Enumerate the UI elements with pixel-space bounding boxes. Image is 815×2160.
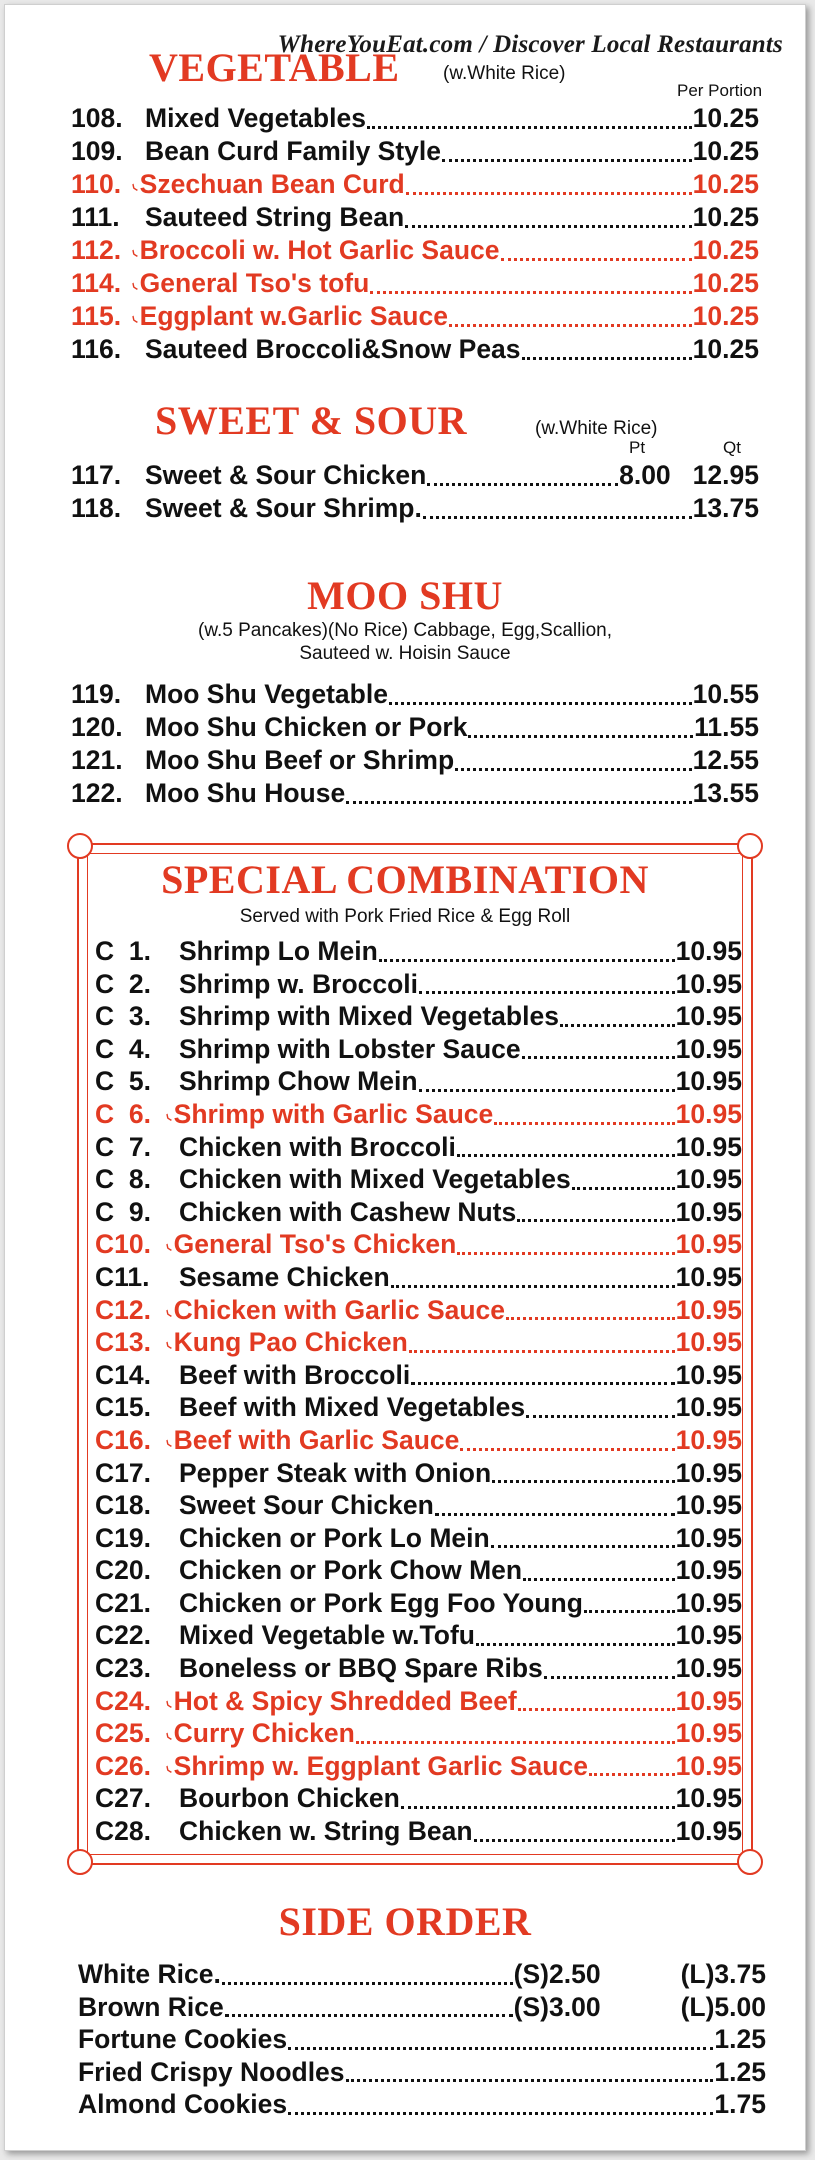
item-number: C15. — [95, 1392, 151, 1423]
item-number: 118. — [71, 493, 122, 523]
frame-corner — [737, 833, 763, 859]
item-number: 111. — [71, 202, 120, 232]
item-price: 10.95 — [675, 1294, 742, 1325]
item-number: C23. — [95, 1653, 151, 1684]
item-price: 10.95 — [675, 1131, 742, 1162]
column-label-pt: Pt — [629, 438, 646, 457]
item-price: 10.95 — [675, 936, 742, 966]
menu-item-row — [71, 493, 759, 526]
chili-pepper-icon: ‹ — [160, 1432, 176, 1454]
menu-item-row — [95, 1001, 742, 1034]
section-title: VEGETABLE — [149, 45, 400, 90]
section-note: (w.White Rice) — [443, 63, 566, 84]
item-number: C17. — [95, 1457, 151, 1488]
menu-item-row — [71, 235, 759, 268]
item-name: Moo Shu Beef or Shrimp — [145, 745, 455, 775]
dot-leader — [584, 1610, 675, 1613]
menu-item-row — [95, 1490, 742, 1523]
item-name: Brown Rice — [78, 1991, 224, 2022]
item-price: 10.25 — [692, 136, 759, 166]
item-name: Shrimp w. Eggplant Garlic Sauce — [173, 1750, 588, 1781]
item-number: C 9. — [95, 1196, 151, 1227]
item-name: Kung Pao Chicken — [173, 1327, 408, 1358]
item-name: Beef with Garlic Sauce — [173, 1424, 460, 1455]
item-name: Fortune Cookies — [78, 2024, 288, 2054]
item-name: Moo Shu Vegetable — [145, 679, 388, 709]
item-name: Chicken with Mixed Vegetables — [179, 1164, 571, 1195]
dot-leader — [476, 1643, 675, 1646]
dot-leader — [560, 1024, 675, 1027]
item-name: Sweet & Sour Chicken — [145, 460, 427, 490]
item-name: Mixed Vegetable w.Tofu — [179, 1620, 475, 1651]
menu-item-row — [95, 1588, 742, 1621]
menu-item-row — [71, 460, 759, 493]
item-price: 10.95 — [675, 1261, 742, 1292]
dot-leader — [423, 516, 692, 519]
item-name: Broccoli w. Hot Garlic Sauce — [139, 235, 500, 265]
item-number: C 4. — [95, 1033, 151, 1064]
dot-leader — [225, 2014, 513, 2017]
item-price: 10.95 — [675, 1392, 742, 1423]
dot-leader — [419, 1089, 675, 1092]
watermark: WhereYouEat.com / Discover Local Restaurants — [277, 31, 783, 58]
item-price: 10.95 — [675, 1718, 742, 1749]
special-combination-list — [5, 936, 742, 1849]
dot-leader — [449, 324, 692, 327]
item-price: 10.95 — [675, 1653, 742, 1684]
item-number: C14. — [95, 1359, 151, 1390]
menu-item-row — [95, 1392, 742, 1425]
item-number: C 7. — [95, 1131, 151, 1162]
menu-item-row — [95, 1262, 742, 1295]
item-number: C10. — [95, 1229, 151, 1260]
item-name: Fried Crispy Noodles — [78, 2056, 345, 2087]
item-price: 10.25 — [692, 235, 759, 265]
dot-leader — [544, 1676, 675, 1679]
menu-item-row — [71, 745, 759, 778]
item-price-pint: 8.00 — [619, 460, 671, 490]
menu-item-row — [95, 1816, 742, 1849]
item-price: 10.95 — [675, 1164, 742, 1195]
dot-leader — [222, 1982, 513, 1985]
menu-item-row — [78, 1992, 766, 2025]
dot-leader — [419, 991, 675, 994]
menu-item-row — [95, 1327, 742, 1360]
item-number: C 8. — [95, 1164, 151, 1195]
item-price: 10.95 — [675, 1750, 742, 1781]
item-name: Bean Curd Family Style — [145, 136, 442, 166]
item-name: Hot & Spicy Shredded Beef — [173, 1685, 517, 1716]
chili-pepper-icon: ‹ — [160, 1335, 176, 1356]
item-price: 10.95 — [675, 1359, 742, 1390]
item-price: 10.95 — [675, 1522, 742, 1553]
dot-leader — [506, 1317, 675, 1320]
item-name: General Tso's tofu — [139, 268, 370, 298]
side-order-section — [5, 1899, 805, 2122]
menu-item-row — [95, 1751, 742, 1784]
item-number: C16. — [95, 1424, 151, 1455]
vegetable-section — [5, 45, 805, 367]
menu-item-row — [71, 169, 759, 202]
menu-item-row — [78, 2057, 766, 2090]
dot-leader — [401, 1806, 675, 1809]
item-price-small: (S)3.00 — [513, 1991, 601, 2022]
frame-corner — [67, 1849, 93, 1875]
menu-item-row — [95, 1197, 742, 1230]
chili-pepper-icon: ‹ — [160, 1726, 176, 1747]
item-name: Szechuan Bean Curd — [139, 169, 405, 199]
item-number: C 6. — [95, 1098, 151, 1129]
item-name: Chicken or Pork Egg Foo Young — [179, 1587, 583, 1618]
item-price: 12.55 — [692, 745, 759, 775]
item-name: Beef with Broccoli — [179, 1359, 411, 1390]
item-number: C19. — [95, 1522, 151, 1553]
chili-pepper-icon: ‹ — [126, 176, 142, 198]
item-name: Shrimp with Mixed Vegetables — [179, 1001, 559, 1032]
item-price-quart: 13.75 — [692, 493, 759, 523]
item-price: 10.25 — [692, 202, 759, 232]
dot-leader — [406, 192, 692, 195]
dot-leader — [522, 1056, 675, 1059]
item-name: Shrimp Chow Mein — [179, 1066, 418, 1097]
item-price: 1.75 — [714, 2089, 766, 2119]
item-price: 1.25 — [714, 2056, 766, 2087]
menu-item-row — [71, 268, 759, 301]
sweet-sour-section — [5, 398, 805, 526]
item-number: 112. — [71, 235, 122, 265]
dot-leader — [288, 2047, 713, 2050]
item-number: 115. — [71, 301, 122, 331]
menu-item-row — [71, 712, 759, 745]
item-name: Shrimp with Lobster Sauce — [179, 1033, 521, 1064]
item-name: White Rice. — [78, 1959, 221, 1989]
column-label: Per Portion — [677, 81, 763, 100]
chili-pepper-icon: ‹ — [160, 1758, 176, 1780]
item-number: C18. — [95, 1490, 151, 1521]
menu-item-row — [78, 2089, 766, 2122]
menu-item-row — [95, 1132, 742, 1165]
item-name: Sweet Sour Chicken — [179, 1490, 434, 1521]
item-price: 10.95 — [675, 1229, 742, 1260]
item-number: 120. — [71, 712, 123, 742]
item-name: Chicken with Broccoli — [179, 1131, 456, 1162]
dot-leader — [457, 1154, 675, 1157]
menu-item-row — [71, 202, 759, 235]
section-note: (w.5 Pancakes)(No Rice) Cabbage, Egg,Scallion, — [198, 620, 612, 641]
dot-leader — [460, 1448, 674, 1451]
chili-pepper-icon: ‹ — [126, 308, 142, 330]
vegetable-list — [5, 103, 759, 367]
section-title: SWEET & SOUR — [155, 398, 468, 443]
item-name: Moo Shu Chicken or Pork — [145, 712, 468, 742]
item-price-large: (L)5.00 — [680, 1991, 766, 2022]
menu-item-row — [95, 969, 742, 1002]
section-note: (w.White Rice) — [535, 418, 658, 439]
item-price: 10.25 — [692, 169, 759, 199]
item-price: 10.95 — [675, 1066, 742, 1097]
menu-item-row — [95, 1458, 742, 1491]
frame-corner — [737, 1849, 763, 1875]
item-number: 108. — [71, 103, 123, 133]
menu-item-row — [71, 778, 759, 811]
dot-leader — [405, 225, 692, 228]
item-number: 116. — [71, 334, 122, 364]
dot-leader — [523, 1578, 675, 1581]
dot-leader — [518, 1708, 675, 1711]
item-name: Sauteed String Bean — [145, 202, 405, 232]
item-number: C22. — [95, 1620, 151, 1651]
item-name: Curry Chicken — [173, 1718, 355, 1749]
section-title: SIDE ORDER — [278, 1899, 532, 1944]
item-name: Moo Shu House — [145, 778, 346, 808]
menu-item-row — [95, 1783, 742, 1816]
dot-leader — [468, 735, 693, 738]
dot-leader — [442, 159, 692, 162]
item-number: 121. — [71, 745, 123, 775]
dot-leader — [370, 291, 691, 294]
item-name: Chicken with Cashew Nuts — [179, 1196, 517, 1227]
item-price: 11.55 — [694, 712, 759, 742]
chili-pepper-icon: ‹ — [160, 1302, 176, 1323]
dot-leader — [346, 2079, 714, 2082]
item-name: Sweet & Sour Shrimp. — [145, 493, 422, 523]
menu-item-row — [95, 1653, 742, 1686]
dot-leader — [494, 1122, 674, 1125]
dot-leader — [409, 1350, 675, 1353]
dot-leader — [379, 959, 675, 962]
dot-leader — [501, 258, 692, 261]
item-number: C12. — [95, 1294, 151, 1325]
item-price: 10.95 — [675, 1685, 742, 1716]
item-price: 13.55 — [692, 778, 759, 808]
section-title: SPECIAL COMBINATION — [161, 857, 649, 902]
item-price: 10.25 — [692, 268, 759, 298]
item-price: 10.25 — [692, 334, 759, 364]
menu-item-row — [71, 301, 759, 334]
item-name: Boneless or BBQ Spare Ribs — [179, 1653, 543, 1684]
menu-item-row — [95, 1229, 742, 1262]
dot-leader — [427, 483, 618, 486]
item-number: C13. — [95, 1327, 151, 1358]
item-number: 119. — [71, 679, 122, 709]
dot-leader — [411, 1382, 674, 1385]
item-price: 10.95 — [675, 1196, 742, 1227]
dot-leader — [367, 126, 692, 129]
chili-pepper-icon: ‹ — [160, 1106, 176, 1128]
item-name: Chicken w. String Bean — [179, 1816, 473, 1847]
item-name: Shrimp w. Broccoli — [179, 968, 419, 999]
sweet-sour-list — [5, 460, 759, 526]
item-number: 110. — [71, 169, 122, 199]
item-price: 10.95 — [675, 1098, 742, 1129]
dot-leader — [572, 1187, 675, 1190]
item-number: C24. — [95, 1685, 151, 1716]
menu-item-row — [95, 1034, 742, 1067]
menu-item-row — [95, 1066, 742, 1099]
chili-pepper-icon: ‹ — [126, 275, 142, 297]
chili-pepper-icon: ‹ — [160, 1237, 176, 1258]
menu-page — [4, 4, 806, 2151]
menu-item-row — [95, 1425, 742, 1458]
item-price: 1.25 — [714, 2024, 766, 2054]
special-combination-section — [5, 857, 805, 1849]
item-name: Chicken with Garlic Sauce — [173, 1294, 506, 1325]
item-name: Mixed Vegetables — [145, 103, 366, 133]
item-price-large: (L)3.75 — [680, 1959, 766, 1989]
item-name: Almond Cookies — [78, 2089, 288, 2119]
item-number: 117. — [71, 460, 122, 490]
item-number: C28. — [95, 1816, 151, 1847]
item-number: C26. — [95, 1750, 151, 1781]
item-price: 10.95 — [675, 1327, 742, 1358]
item-number: C20. — [95, 1555, 151, 1586]
dot-leader — [391, 1285, 675, 1288]
item-number: C 5. — [95, 1066, 151, 1097]
dot-leader — [455, 768, 691, 771]
item-price: 10.95 — [675, 1620, 742, 1651]
menu-item-row — [95, 1523, 742, 1556]
menu-item-row — [78, 2024, 766, 2057]
chili-pepper-icon: ‹ — [126, 242, 142, 264]
item-price: 10.95 — [675, 1490, 742, 1521]
dot-leader — [346, 801, 691, 804]
item-price: 10.55 — [692, 679, 759, 709]
dot-leader — [517, 1219, 674, 1222]
item-price: 10.95 — [675, 1424, 742, 1455]
item-price-small: (S)2.50 — [513, 1959, 601, 1989]
item-name: Eggplant w.Garlic Sauce — [139, 301, 448, 331]
section-note: Sauteed w. Hoisin Sauce — [299, 643, 511, 664]
menu-item-row — [71, 136, 759, 169]
moo-shu-section — [5, 573, 805, 811]
menu-item-row — [95, 1555, 742, 1588]
item-number: 114. — [71, 268, 122, 298]
column-label-qt: Qt — [723, 438, 741, 457]
menu-item-row — [95, 1718, 742, 1751]
item-number: 109. — [71, 136, 123, 166]
item-price: 10.95 — [675, 1001, 742, 1032]
menu-item-row — [95, 1620, 742, 1653]
item-name: Chicken or Pork Chow Men — [179, 1555, 523, 1586]
item-number: 122. — [71, 778, 123, 808]
dot-leader — [288, 2112, 713, 2115]
item-number: C25. — [95, 1718, 151, 1749]
item-price: 10.25 — [692, 103, 759, 133]
item-price: 10.95 — [675, 1816, 742, 1847]
item-price-quart: 12.95 — [692, 460, 759, 490]
dot-leader — [522, 357, 692, 360]
menu-item-row — [71, 103, 759, 136]
dot-leader — [389, 702, 692, 705]
menu-item-row — [95, 1686, 742, 1719]
dot-leader — [526, 1415, 675, 1418]
menu-item-row — [95, 936, 742, 969]
dot-leader — [356, 1741, 675, 1744]
item-number: C 2. — [95, 968, 151, 999]
chili-pepper-icon: ‹ — [160, 1693, 176, 1714]
item-number: C 1. — [95, 936, 151, 966]
menu-item-row — [71, 334, 759, 367]
item-number: C21. — [95, 1587, 151, 1618]
item-name: Sauteed Broccoli&Snow Peas — [145, 334, 521, 364]
item-name: Beef with Mixed Vegetables — [179, 1392, 526, 1423]
dot-leader — [589, 1773, 675, 1776]
section-note: Served with Pork Fried Rice & Egg Roll — [239, 906, 571, 927]
moo-shu-list — [5, 679, 759, 811]
item-price: 10.95 — [675, 1555, 742, 1586]
dot-leader — [491, 1545, 675, 1548]
menu-item-row — [78, 1959, 766, 1992]
item-price: 10.95 — [675, 1587, 742, 1618]
side-order-list — [5, 1959, 766, 2122]
item-price: 10.95 — [675, 1457, 742, 1488]
item-name: General Tso's Chicken — [173, 1229, 457, 1260]
menu-item-row — [95, 1360, 742, 1393]
item-number: C27. — [95, 1783, 151, 1814]
item-price: 10.25 — [692, 301, 759, 331]
item-price: 10.95 — [675, 968, 742, 999]
dot-leader — [435, 1513, 675, 1516]
menu-item-row — [95, 1295, 742, 1328]
item-name: Chicken or Pork Lo Mein — [179, 1522, 490, 1553]
frame-corner — [67, 833, 93, 859]
item-name: Sesame Chicken — [179, 1261, 390, 1292]
dot-leader — [492, 1480, 675, 1483]
item-name: Shrimp with Garlic Sauce — [173, 1098, 494, 1129]
dot-leader — [474, 1839, 675, 1842]
item-name: Pepper Steak with Onion — [179, 1457, 492, 1488]
menu-item-row — [95, 1099, 742, 1132]
item-name: Shrimp Lo Mein — [179, 936, 378, 966]
item-number: C 3. — [95, 1001, 151, 1032]
item-number: C11. — [95, 1261, 150, 1292]
section-title: MOO SHU — [307, 573, 503, 618]
item-price: 10.95 — [675, 1783, 742, 1814]
item-price: 10.95 — [675, 1033, 742, 1064]
dot-leader — [457, 1252, 674, 1255]
menu-item-row — [71, 679, 759, 712]
item-name: Bourbon Chicken — [179, 1783, 400, 1814]
menu-item-row — [95, 1164, 742, 1197]
